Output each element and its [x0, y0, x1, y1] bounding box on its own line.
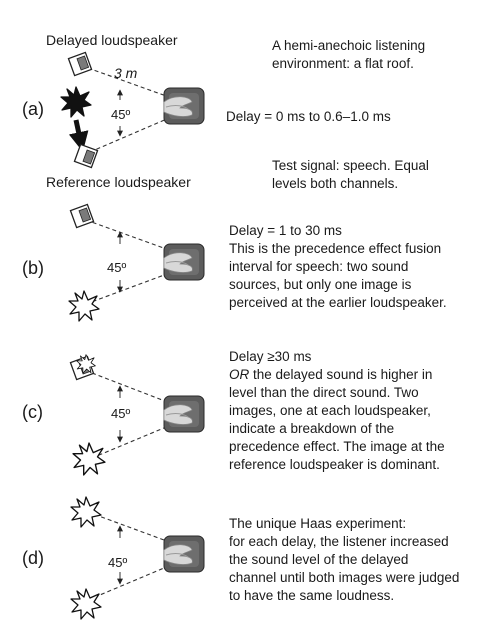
listener-head-icon	[164, 396, 204, 432]
angle-label: 45º	[111, 406, 131, 421]
panel-c-text-2-rest: the delayed sound is higher in	[249, 367, 433, 382]
distance-label: 3 m	[114, 65, 138, 81]
panel-d-diagram	[71, 497, 204, 619]
panel-d-text-3: the sound level of the delayed	[229, 552, 409, 567]
delay-text-a: Delay = 0 ms to 0.6–1.0 ms	[226, 109, 391, 124]
angle-label: 45º	[107, 260, 127, 275]
angle-label: 45º	[111, 107, 131, 122]
panel-b-text-4: sources, but only one image is	[229, 277, 412, 292]
delayed-loudspeaker-icon	[68, 52, 91, 75]
listener-head-icon	[164, 536, 204, 572]
reference-loudspeaker-icon	[74, 144, 97, 167]
panel-d-label: (d)	[22, 548, 44, 568]
panel-c-text-5: indicate a breakdown of the	[229, 421, 395, 436]
panel-c-text-7: reference loudspeaker is dominant.	[229, 457, 440, 472]
signal-text-1: Test signal: speech. Equal	[272, 158, 429, 173]
panel-c-text-6: precedence effect. The image at the	[229, 439, 445, 454]
delayed-loudspeaker-label: Delayed loudspeaker	[46, 32, 178, 48]
sound-burst-icon	[71, 497, 101, 527]
panel-b-label: (b)	[22, 258, 44, 278]
panel-c-label: (c)	[22, 402, 43, 422]
panel-d-text-4: channel until both images were judged	[229, 570, 460, 585]
sound-burst-icon	[61, 87, 91, 117]
panel-d-text-5: to have the same loudness.	[229, 588, 395, 603]
panel-d-text-1: The unique Haas experiment:	[229, 516, 407, 531]
angle-label: 45º	[108, 555, 128, 570]
panel-b-text-2: This is the precedence effect fusion	[229, 241, 442, 256]
environment-text-2: environment: a flat roof.	[272, 56, 414, 71]
panel-c-text-2	[229, 366, 432, 384]
panel-c-text-4: images, one at each loudspeaker,	[229, 403, 431, 418]
panel-b-text-5: perceived at the earlier loudspeaker.	[229, 295, 447, 310]
listener-head-icon	[164, 244, 204, 280]
panel-c-text-1: Delay ≥30 ms	[229, 349, 312, 364]
sound-burst-icon	[71, 589, 101, 619]
sound-burst-icon	[73, 443, 105, 475]
panel-b-text-3: interval for speech: two sound	[229, 259, 409, 274]
environment-text-1: A hemi-anechoic listening	[272, 38, 426, 53]
listener-head-icon	[164, 88, 204, 124]
sound-burst-icon	[69, 291, 99, 321]
delayed-loudspeaker-icon	[70, 204, 93, 227]
panel-d-text-2: for each delay, the listener increased	[229, 534, 449, 549]
panel-c-diagram	[70, 355, 204, 475]
panel-a-label: (a)	[22, 99, 44, 119]
signal-text-2: levels both channels.	[272, 176, 399, 191]
panel-b-diagram	[69, 204, 204, 321]
reference-loudspeaker-label: Reference loudspeaker	[46, 174, 191, 190]
panel-b-text-1: Delay = 1 to 30 ms	[229, 223, 342, 238]
panel-c-text-3: level than the direct sound. Two	[229, 385, 419, 400]
or-emphasis: OR	[229, 367, 250, 382]
